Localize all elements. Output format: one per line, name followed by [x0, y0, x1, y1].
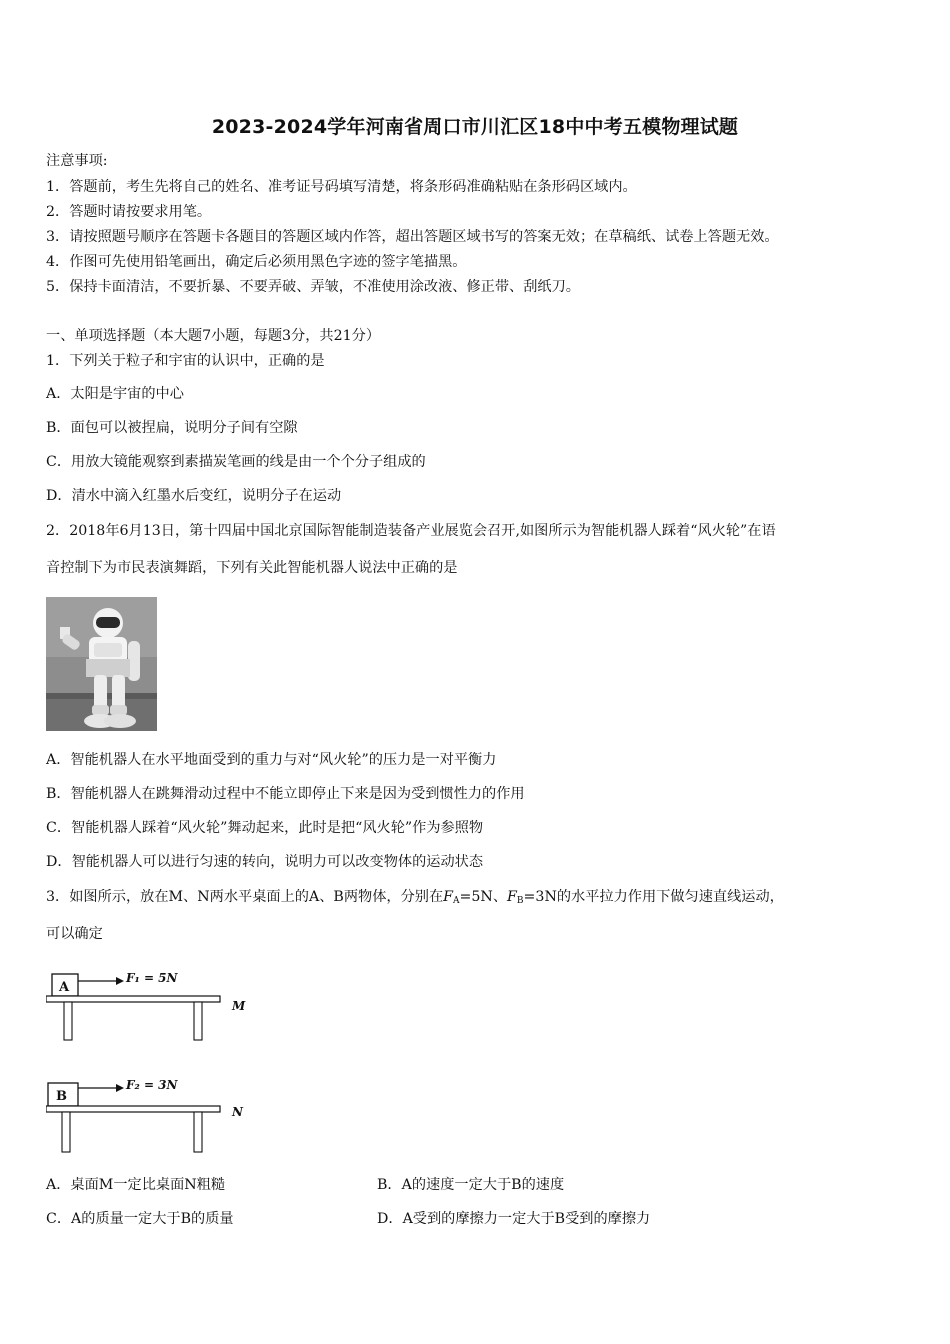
question-3-stem-line1 — [46, 887, 784, 911]
question-2-option-b: B．智能机器人在跳舞滑动过程中不能立即停止下来是因为受到惯性力的作用 — [46, 786, 525, 802]
question-2-option-d: D．智能机器人可以进行匀速的转向，说明力可以改变物体的运动状态 — [46, 854, 484, 870]
notice-item: 1．答题前，考生先将自己的姓名、准考证号码填写清楚，将条形码准确粘贴在条形码区域内。 — [46, 179, 637, 195]
force-b-value: =3N的水平拉力作用下做匀速直线运动， — [523, 889, 784, 905]
question-3-option-a: A．桌面M一定比桌面N粗糙 — [46, 1177, 226, 1193]
question-3-option-d: D．A受到的摩擦力一定大于B受到的摩擦力 — [377, 1211, 651, 1227]
notice-item: 5．保持卡面清洁，不要折暴、不要弄破、弄皱，不准使用涂改液、修正带、刮纸刀。 — [46, 279, 580, 295]
robot-photo — [46, 597, 157, 731]
question-1-stem: 1．下列关于粒子和宇宙的认识中，正确的是 — [46, 353, 325, 369]
table-n-diagram — [46, 1074, 266, 1158]
question-2-stem-line2: 音控制下为市民表演舞蹈，下列有关此智能机器人说法中正确的是 — [46, 560, 458, 576]
question-1-option-a: A．太阳是宇宙的中心 — [46, 386, 184, 402]
force-a-subscript: A — [453, 896, 460, 906]
notice-heading: 注意事项: — [46, 153, 108, 169]
question-1-option-d: D．清水中滴入红墨水后变红，说明分子在运动 — [46, 488, 342, 504]
page-title: 2023-2024学年河南省周口市川汇区18中中考五模物理试题 — [211, 116, 739, 138]
notice-item: 4．作图可先使用铅笔画出，确定后必须用黑色字迹的签字笔描黑。 — [46, 254, 467, 270]
force-b-symbol: F — [507, 889, 517, 905]
block-a-label: A — [59, 980, 70, 995]
question-1-option-b: B．面包可以被捏扁，说明分子间有空隙 — [46, 420, 298, 436]
question-3-option-c: C．A的质量一定大于B的质量 — [46, 1211, 234, 1227]
question-1-option-c: C．用放大镜能观察到素描炭笔画的线是由一个个分子组成的 — [46, 454, 426, 470]
question-2-stem-line1: 2．2018年6月13日，第十四届中国北京国际智能制造装备产业展览会召开,如图所示为智能机器人踩着“风火轮”在语 — [46, 523, 776, 539]
section-heading: 一、单项选择题（本大题7小题，每题3分，共21分） — [46, 328, 381, 344]
table-n-label: N — [232, 1105, 243, 1119]
table-m-label: M — [232, 999, 246, 1013]
force-a-value: =5N、 — [459, 889, 508, 905]
question-2-option-a: A．智能机器人在水平地面受到的重力与对“风火轮”的压力是一对平衡力 — [46, 752, 497, 768]
table-m-diagram — [46, 965, 266, 1047]
notice-item: 3．请按照题号顺序在答题卡各题目的答题区域内作答，超出答题区域书写的答案无效；在草稿纸、试卷上答题无效。 — [46, 229, 779, 245]
question-3-option-b: B．A的速度一定大于B的速度 — [377, 1177, 565, 1193]
notice-item: 2．答题时请按要求用笔。 — [46, 204, 212, 220]
block-b-label: B — [56, 1089, 67, 1104]
force-2-label: F₂ = 3N — [126, 1078, 178, 1092]
force-a-symbol: F — [443, 889, 454, 905]
force-b-subscript: B — [516, 896, 524, 906]
question-3-stem-prefix: 3．如图所示，放在M、N两水平桌面上的A、B两物体，分别在 — [46, 889, 444, 905]
question-2-option-c: C．智能机器人踩着“风火轮”舞动起来，此时是把“风火轮”作为参照物 — [46, 820, 484, 836]
question-3-stem-line2: 可以确定 — [46, 926, 103, 942]
force-1-label: F₁ = 5N — [126, 971, 178, 985]
